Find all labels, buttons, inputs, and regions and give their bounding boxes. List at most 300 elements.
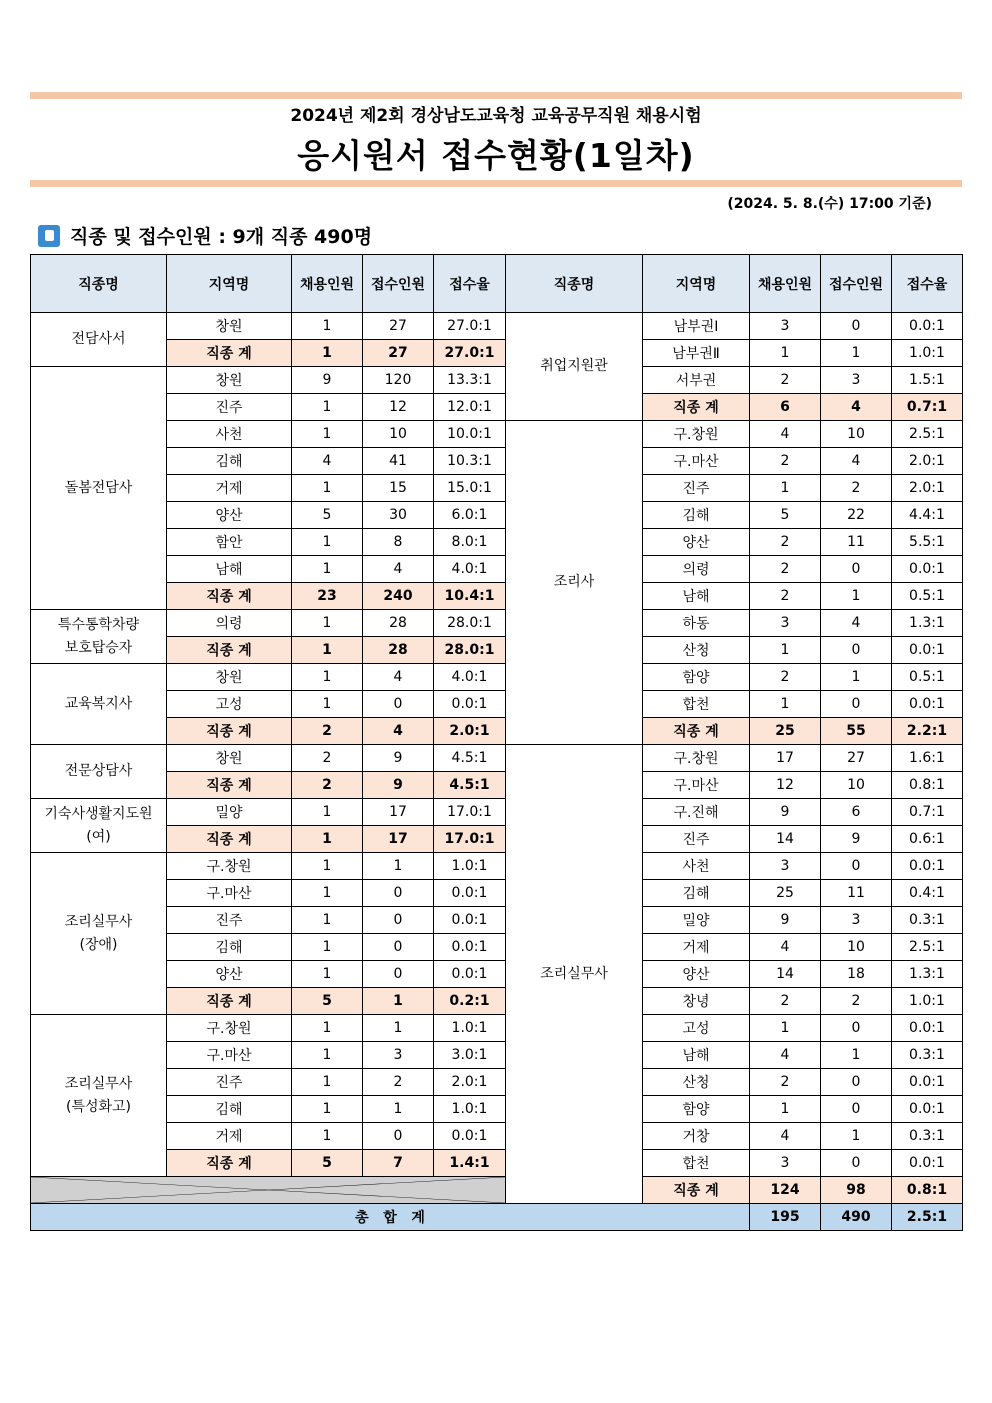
value-cell: 28.0:1 — [434, 637, 506, 664]
value-cell: 1.3:1 — [892, 610, 963, 637]
value-cell: 1 — [292, 826, 363, 853]
value-cell: 4.4:1 — [892, 502, 963, 529]
value-cell: 30 — [363, 502, 434, 529]
value-cell: 3 — [363, 1042, 434, 1069]
region-cell: 의령 — [643, 556, 750, 583]
region-cell: 남해 — [643, 583, 750, 610]
table-row — [31, 961, 963, 988]
subtotal-label-cell: 직종 계 — [643, 718, 750, 745]
value-cell: 9 — [363, 745, 434, 772]
value-cell: 1.0:1 — [892, 340, 963, 367]
value-cell: 1 — [292, 880, 363, 907]
table-row — [31, 853, 963, 880]
region-cell: 김해 — [167, 1096, 292, 1123]
value-cell: 15.0:1 — [434, 475, 506, 502]
value-cell: 0.5:1 — [892, 583, 963, 610]
table-row — [31, 1015, 963, 1042]
region-cell: 밀양 — [167, 799, 292, 826]
value-cell: 10 — [363, 421, 434, 448]
table-row — [31, 502, 963, 529]
value-cell: 1 — [292, 637, 363, 664]
column-header: 채용인원 — [292, 255, 363, 313]
recruitment-table-container — [30, 254, 962, 1231]
value-cell: 0.0:1 — [892, 1015, 963, 1042]
value-cell: 2 — [750, 988, 821, 1015]
top-accent-bar — [30, 92, 962, 99]
value-cell: 10.4:1 — [434, 583, 506, 610]
value-cell: 4.0:1 — [434, 664, 506, 691]
region-cell: 산청 — [643, 637, 750, 664]
value-cell: 2 — [821, 988, 892, 1015]
value-cell: 6 — [750, 394, 821, 421]
table-row — [31, 934, 963, 961]
value-cell: 1.0:1 — [434, 1096, 506, 1123]
table-row — [31, 826, 963, 853]
table-row — [31, 1177, 963, 1204]
value-cell: 1.0:1 — [434, 1015, 506, 1042]
section-title: 직종 및 접수인원 : 9개 직종 490명 — [70, 226, 373, 248]
region-cell: 함안 — [167, 529, 292, 556]
region-cell: 창원 — [167, 745, 292, 772]
region-cell: 밀양 — [643, 907, 750, 934]
value-cell: 3 — [750, 1150, 821, 1177]
region-cell: 사천 — [167, 421, 292, 448]
table-header-row — [31, 255, 963, 313]
column-header: 접수율 — [892, 255, 963, 313]
table-row — [31, 988, 963, 1015]
region-cell: 서부권 — [643, 367, 750, 394]
region-cell: 거창 — [643, 1123, 750, 1150]
region-cell: 하동 — [643, 610, 750, 637]
table-row — [31, 583, 963, 610]
value-cell: 0 — [363, 961, 434, 988]
value-cell: 0 — [821, 1150, 892, 1177]
value-cell: 12 — [750, 772, 821, 799]
region-cell: 남부권Ⅰ — [643, 313, 750, 340]
value-cell: 9 — [821, 826, 892, 853]
grand-total-row — [31, 1204, 963, 1231]
grand-total-rate: 2.5:1 — [892, 1204, 963, 1231]
subtotal-label-cell: 직종 계 — [167, 340, 292, 367]
value-cell: 1 — [292, 799, 363, 826]
value-cell: 0.0:1 — [434, 880, 506, 907]
value-cell: 0.0:1 — [892, 1069, 963, 1096]
region-cell: 합천 — [643, 1150, 750, 1177]
subtotal-label-cell: 직종 계 — [167, 1150, 292, 1177]
value-cell: 4 — [821, 610, 892, 637]
value-cell: 4 — [363, 718, 434, 745]
region-cell: 구.마산 — [643, 772, 750, 799]
column-header: 접수인원 — [363, 255, 434, 313]
subtotal-label-cell: 직종 계 — [167, 718, 292, 745]
region-cell: 구.진해 — [643, 799, 750, 826]
value-cell: 0.0:1 — [892, 1150, 963, 1177]
value-cell: 4 — [750, 421, 821, 448]
value-cell: 3 — [750, 313, 821, 340]
value-cell: 5 — [292, 1150, 363, 1177]
region-cell: 양산 — [643, 529, 750, 556]
bottom-accent-bar — [30, 180, 962, 187]
region-cell: 양산 — [167, 502, 292, 529]
value-cell: 0 — [363, 1123, 434, 1150]
table-row — [31, 556, 963, 583]
job-name-cell: 전문상담사 — [31, 745, 167, 799]
value-cell: 1.6:1 — [892, 745, 963, 772]
subtotal-label-cell: 직종 계 — [167, 826, 292, 853]
value-cell: 4 — [363, 556, 434, 583]
region-cell: 김해 — [167, 448, 292, 475]
value-cell: 6.0:1 — [434, 502, 506, 529]
region-cell: 고성 — [643, 1015, 750, 1042]
value-cell: 4 — [750, 1042, 821, 1069]
region-cell: 창원 — [167, 367, 292, 394]
value-cell: 0 — [821, 556, 892, 583]
value-cell: 55 — [821, 718, 892, 745]
region-cell: 양산 — [643, 961, 750, 988]
value-cell: 3 — [750, 610, 821, 637]
value-cell: 0 — [363, 880, 434, 907]
job-name-cell: 조리실무사 — [506, 745, 643, 1204]
value-cell: 0.0:1 — [892, 691, 963, 718]
value-cell: 4.0:1 — [434, 556, 506, 583]
region-cell: 함양 — [643, 664, 750, 691]
value-cell: 5 — [292, 502, 363, 529]
value-cell: 0.6:1 — [892, 826, 963, 853]
value-cell: 1 — [750, 475, 821, 502]
value-cell: 1 — [750, 637, 821, 664]
value-cell: 0.0:1 — [892, 556, 963, 583]
table-row — [31, 691, 963, 718]
region-cell: 창원 — [167, 313, 292, 340]
value-cell: 9 — [363, 772, 434, 799]
region-cell: 사천 — [643, 853, 750, 880]
table-row — [31, 394, 963, 421]
table-row — [31, 1069, 963, 1096]
value-cell: 2.0:1 — [434, 1069, 506, 1096]
subtotal-label-cell: 직종 계 — [167, 637, 292, 664]
value-cell: 2 — [750, 529, 821, 556]
value-cell: 22 — [821, 502, 892, 529]
value-cell: 10 — [821, 772, 892, 799]
value-cell: 4 — [292, 448, 363, 475]
value-cell: 5.5:1 — [892, 529, 963, 556]
value-cell: 17 — [750, 745, 821, 772]
value-cell: 1.5:1 — [892, 367, 963, 394]
value-cell: 13.3:1 — [434, 367, 506, 394]
value-cell: 2.5:1 — [892, 934, 963, 961]
document-icon — [38, 225, 60, 247]
table-row — [31, 637, 963, 664]
value-cell: 0 — [821, 853, 892, 880]
page-title: 응시원서 접수현황(1일차) — [297, 136, 695, 175]
column-header: 접수율 — [434, 255, 506, 313]
value-cell: 0.0:1 — [892, 313, 963, 340]
value-cell: 0.2:1 — [434, 988, 506, 1015]
value-cell: 10 — [821, 421, 892, 448]
value-cell: 0.0:1 — [892, 637, 963, 664]
region-cell: 양산 — [167, 961, 292, 988]
value-cell: 0 — [363, 934, 434, 961]
page-subtitle: 2024년 제2회 경상남도교육청 교육공무직원 채용시험 — [290, 106, 702, 126]
value-cell: 4.5:1 — [434, 745, 506, 772]
job-name-cell: 교육복지사 — [31, 664, 167, 745]
value-cell: 0.0:1 — [434, 907, 506, 934]
value-cell: 1 — [292, 907, 363, 934]
value-cell: 14 — [750, 961, 821, 988]
value-cell: 17.0:1 — [434, 826, 506, 853]
table-row — [31, 1150, 963, 1177]
subtotal-label-cell: 직종 계 — [643, 1177, 750, 1204]
value-cell: 1 — [292, 934, 363, 961]
empty-crossed-cell — [31, 1177, 506, 1204]
value-cell: 1 — [292, 529, 363, 556]
value-cell: 10.3:1 — [434, 448, 506, 475]
region-cell: 구.창원 — [167, 853, 292, 880]
subtotal-label-cell: 직종 계 — [167, 583, 292, 610]
value-cell: 0 — [821, 1069, 892, 1096]
value-cell: 1 — [750, 1015, 821, 1042]
value-cell: 0 — [821, 637, 892, 664]
value-cell: 1 — [821, 340, 892, 367]
region-cell: 남부권Ⅱ — [643, 340, 750, 367]
value-cell: 27.0:1 — [434, 340, 506, 367]
value-cell: 1 — [750, 691, 821, 718]
job-name-cell: 전담사서 — [31, 313, 167, 367]
column-header: 접수인원 — [821, 255, 892, 313]
value-cell: 1 — [292, 664, 363, 691]
subtotal-label-cell: 직종 계 — [643, 394, 750, 421]
value-cell: 4 — [821, 394, 892, 421]
value-cell: 1 — [292, 556, 363, 583]
region-cell: 김해 — [167, 934, 292, 961]
region-cell: 김해 — [643, 502, 750, 529]
value-cell: 14 — [750, 826, 821, 853]
region-cell: 남해 — [643, 1042, 750, 1069]
value-cell: 8.0:1 — [434, 529, 506, 556]
region-cell: 구.창원 — [643, 745, 750, 772]
table-row — [31, 448, 963, 475]
value-cell: 1 — [821, 1123, 892, 1150]
value-cell: 1 — [292, 610, 363, 637]
value-cell: 25 — [750, 880, 821, 907]
column-header: 직종명 — [506, 255, 643, 313]
value-cell: 4.5:1 — [434, 772, 506, 799]
value-cell: 0.0:1 — [892, 1096, 963, 1123]
value-cell: 7 — [363, 1150, 434, 1177]
job-name-cell: 특수통학차량 보호탑승자 — [31, 610, 167, 664]
value-cell: 11 — [821, 880, 892, 907]
value-cell: 0 — [821, 1015, 892, 1042]
region-cell: 의령 — [167, 610, 292, 637]
as-of-date: (2024. 5. 8.(수) 17:00 기준) — [727, 196, 932, 212]
section-heading — [38, 222, 372, 249]
value-cell: 10.0:1 — [434, 421, 506, 448]
table-row — [31, 421, 963, 448]
value-cell: 1 — [821, 583, 892, 610]
value-cell: 120 — [363, 367, 434, 394]
grand-total-applied: 490 — [821, 1204, 892, 1231]
value-cell: 1 — [292, 691, 363, 718]
value-cell: 15 — [363, 475, 434, 502]
value-cell: 41 — [363, 448, 434, 475]
value-cell: 1 — [363, 988, 434, 1015]
column-header: 직종명 — [31, 255, 167, 313]
value-cell: 0.0:1 — [434, 691, 506, 718]
region-cell: 함양 — [643, 1096, 750, 1123]
value-cell: 0.0:1 — [892, 853, 963, 880]
recruitment-table — [30, 254, 963, 1231]
value-cell: 1 — [821, 1042, 892, 1069]
value-cell: 27 — [821, 745, 892, 772]
value-cell: 12 — [363, 394, 434, 421]
value-cell: 6 — [821, 799, 892, 826]
value-cell: 1.3:1 — [892, 961, 963, 988]
value-cell: 0.8:1 — [892, 772, 963, 799]
value-cell: 1 — [292, 475, 363, 502]
value-cell: 4 — [750, 934, 821, 961]
value-cell: 5 — [292, 988, 363, 1015]
table-row — [31, 907, 963, 934]
value-cell: 0.0:1 — [434, 934, 506, 961]
value-cell: 2 — [750, 1069, 821, 1096]
value-cell: 23 — [292, 583, 363, 610]
subtotal-label-cell: 직종 계 — [167, 988, 292, 1015]
value-cell: 0 — [363, 691, 434, 718]
value-cell: 1 — [292, 853, 363, 880]
value-cell: 28.0:1 — [434, 610, 506, 637]
value-cell: 1 — [750, 340, 821, 367]
column-header: 지역명 — [643, 255, 750, 313]
table-row — [31, 1042, 963, 1069]
value-cell: 11 — [821, 529, 892, 556]
value-cell: 1 — [292, 961, 363, 988]
value-cell: 2 — [821, 475, 892, 502]
value-cell: 0 — [363, 907, 434, 934]
job-name-cell: 돌봄전담사 — [31, 367, 167, 610]
value-cell: 1 — [292, 1069, 363, 1096]
value-cell: 9 — [750, 799, 821, 826]
value-cell: 0 — [821, 313, 892, 340]
value-cell: 0.7:1 — [892, 799, 963, 826]
value-cell: 1 — [292, 1015, 363, 1042]
value-cell: 0.3:1 — [892, 1042, 963, 1069]
value-cell: 1 — [292, 394, 363, 421]
region-cell: 남해 — [167, 556, 292, 583]
table-row — [31, 1096, 963, 1123]
subtotal-label-cell: 직종 계 — [167, 772, 292, 799]
value-cell: 2 — [292, 772, 363, 799]
value-cell: 0.0:1 — [434, 1123, 506, 1150]
value-cell: 240 — [363, 583, 434, 610]
region-cell: 창녕 — [643, 988, 750, 1015]
job-name-cell: 조리실무사 (장애) — [31, 853, 167, 1015]
job-name-cell: 조리실무사 (특성화고) — [31, 1015, 167, 1177]
value-cell: 12.0:1 — [434, 394, 506, 421]
region-cell: 구.창원 — [643, 421, 750, 448]
value-cell: 9 — [292, 367, 363, 394]
region-cell: 합천 — [643, 691, 750, 718]
value-cell: 2 — [750, 556, 821, 583]
value-cell: 124 — [750, 1177, 821, 1204]
value-cell: 1 — [292, 313, 363, 340]
region-cell: 고성 — [167, 691, 292, 718]
value-cell: 28 — [363, 610, 434, 637]
value-cell: 0 — [821, 1096, 892, 1123]
table-row — [31, 1123, 963, 1150]
value-cell: 0.4:1 — [892, 880, 963, 907]
region-cell: 김해 — [643, 880, 750, 907]
region-cell: 거제 — [167, 475, 292, 502]
value-cell: 0.0:1 — [434, 961, 506, 988]
value-cell: 1.4:1 — [434, 1150, 506, 1177]
region-cell: 진주 — [643, 475, 750, 502]
region-cell: 거제 — [167, 1123, 292, 1150]
table-row — [31, 313, 963, 340]
value-cell: 17.0:1 — [434, 799, 506, 826]
value-cell: 2 — [750, 367, 821, 394]
value-cell: 9 — [750, 907, 821, 934]
value-cell: 8 — [363, 529, 434, 556]
value-cell: 1 — [750, 1096, 821, 1123]
value-cell: 27 — [363, 313, 434, 340]
value-cell: 2 — [292, 718, 363, 745]
value-cell: 1 — [292, 1123, 363, 1150]
value-cell: 0.7:1 — [892, 394, 963, 421]
value-cell: 0.8:1 — [892, 1177, 963, 1204]
value-cell: 1.0:1 — [434, 853, 506, 880]
value-cell: 3 — [821, 907, 892, 934]
region-cell: 진주 — [167, 1069, 292, 1096]
table-row — [31, 772, 963, 799]
table-row — [31, 745, 963, 772]
table-row — [31, 610, 963, 637]
region-cell: 진주 — [167, 907, 292, 934]
value-cell: 1 — [292, 1096, 363, 1123]
region-cell: 거제 — [643, 934, 750, 961]
grand-total-hired: 195 — [750, 1204, 821, 1231]
region-cell: 진주 — [643, 826, 750, 853]
value-cell: 4 — [821, 448, 892, 475]
table-row — [31, 718, 963, 745]
grand-total-label: 총 합 계 — [31, 1204, 750, 1231]
column-header: 지역명 — [167, 255, 292, 313]
value-cell: 3.0:1 — [434, 1042, 506, 1069]
region-cell: 산청 — [643, 1069, 750, 1096]
value-cell: 0 — [821, 691, 892, 718]
region-cell: 구.마산 — [167, 1042, 292, 1069]
column-header: 채용인원 — [750, 255, 821, 313]
value-cell: 2 — [750, 664, 821, 691]
region-cell: 창원 — [167, 664, 292, 691]
table-row — [31, 664, 963, 691]
value-cell: 2.2:1 — [892, 718, 963, 745]
table-row — [31, 880, 963, 907]
region-cell: 진주 — [167, 394, 292, 421]
value-cell: 1 — [292, 340, 363, 367]
value-cell: 4 — [363, 664, 434, 691]
value-cell: 0.3:1 — [892, 907, 963, 934]
region-cell: 구.창원 — [167, 1015, 292, 1042]
value-cell: 5 — [750, 502, 821, 529]
value-cell: 10 — [821, 934, 892, 961]
value-cell: 2 — [363, 1069, 434, 1096]
table-row — [31, 340, 963, 367]
value-cell: 2.0:1 — [434, 718, 506, 745]
value-cell: 1.0:1 — [892, 988, 963, 1015]
value-cell: 4 — [750, 1123, 821, 1150]
value-cell: 2.0:1 — [892, 448, 963, 475]
value-cell: 28 — [363, 637, 434, 664]
